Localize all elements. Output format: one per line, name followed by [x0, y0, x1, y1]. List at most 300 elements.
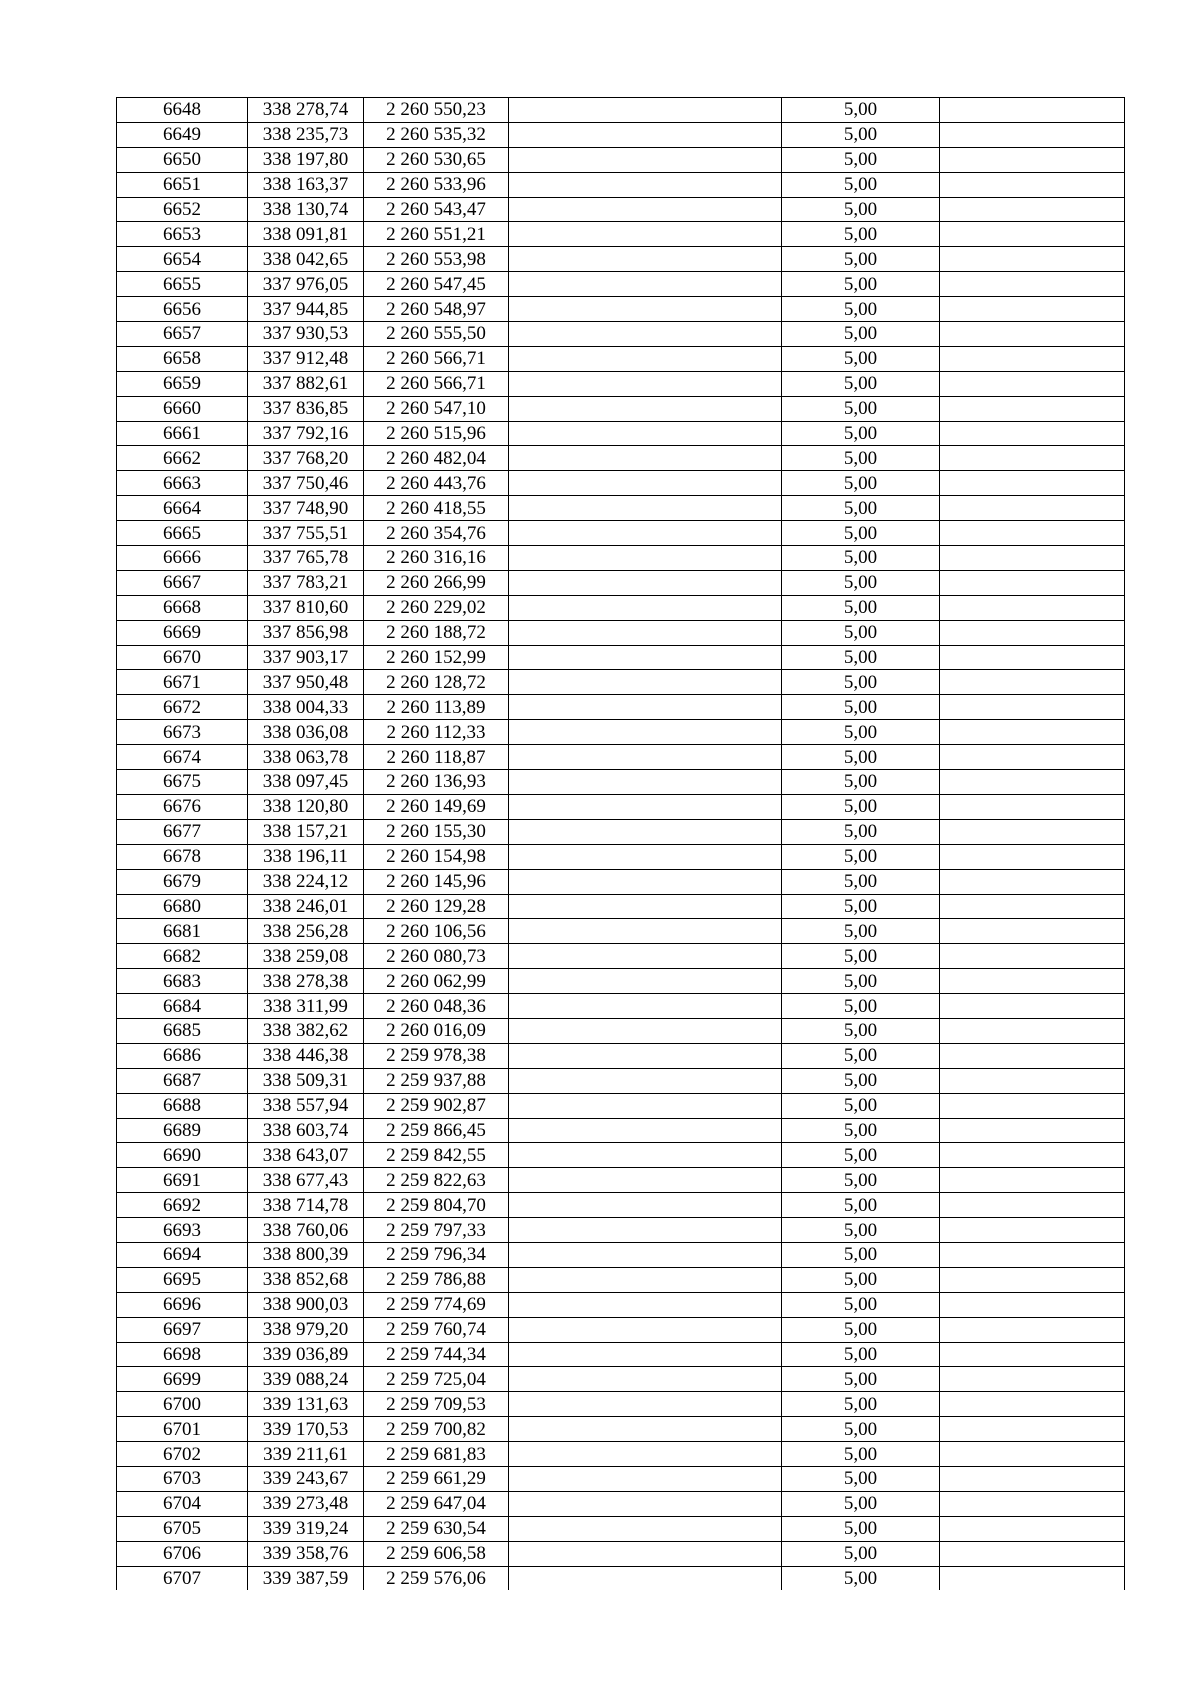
empty-cell	[940, 346, 1125, 371]
table-row	[117, 1242, 1125, 1267]
empty-cell	[940, 595, 1125, 620]
empty-cell	[940, 969, 1125, 994]
empty-cell	[509, 1218, 782, 1243]
y-coordinate-cell: 2 260 553,98	[364, 247, 509, 272]
x-coordinate-cell: 338 063,78	[248, 745, 364, 770]
table-row	[117, 1417, 1125, 1442]
y-coordinate-cell: 2 260 418,55	[364, 496, 509, 521]
table-row	[117, 695, 1125, 720]
table-row	[117, 894, 1125, 919]
x-coordinate-cell: 338 979,20	[248, 1317, 364, 1342]
x-coordinate-cell: 338 256,28	[248, 919, 364, 944]
empty-cell	[509, 396, 782, 421]
value-cell: 5,00	[782, 272, 940, 297]
value-cell: 5,00	[782, 521, 940, 546]
point-number-cell: 6701	[117, 1417, 248, 1442]
y-coordinate-cell: 2 260 112,33	[364, 720, 509, 745]
empty-cell	[509, 371, 782, 396]
table-row	[117, 1193, 1125, 1218]
empty-cell	[940, 421, 1125, 446]
point-number-cell: 6661	[117, 421, 248, 446]
empty-cell	[940, 1292, 1125, 1317]
x-coordinate-cell: 338 036,08	[248, 720, 364, 745]
empty-cell	[940, 1242, 1125, 1267]
empty-cell	[509, 720, 782, 745]
y-coordinate-cell: 2 260 550,23	[364, 98, 509, 123]
empty-cell	[940, 695, 1125, 720]
table-row	[117, 770, 1125, 795]
value-cell: 5,00	[782, 346, 940, 371]
empty-cell	[940, 297, 1125, 322]
y-coordinate-cell: 2 259 822,63	[364, 1168, 509, 1193]
y-coordinate-cell: 2 260 547,45	[364, 272, 509, 297]
value-cell: 5,00	[782, 1566, 940, 1590]
value-cell: 5,00	[782, 421, 940, 446]
empty-cell	[940, 1317, 1125, 1342]
point-number-cell: 6648	[117, 98, 248, 123]
x-coordinate-cell: 338 157,21	[248, 819, 364, 844]
empty-cell	[509, 1342, 782, 1367]
empty-cell	[509, 944, 782, 969]
x-coordinate-cell: 338 246,01	[248, 894, 364, 919]
y-coordinate-cell: 2 259 786,88	[364, 1267, 509, 1292]
table-row	[117, 421, 1125, 446]
x-coordinate-cell: 337 768,20	[248, 446, 364, 471]
table-row	[117, 346, 1125, 371]
empty-cell	[509, 645, 782, 670]
point-number-cell: 6680	[117, 894, 248, 919]
empty-cell	[940, 819, 1125, 844]
table-row	[117, 620, 1125, 645]
value-cell: 5,00	[782, 371, 940, 396]
point-number-cell: 6694	[117, 1242, 248, 1267]
empty-cell	[509, 869, 782, 894]
point-number-cell: 6649	[117, 122, 248, 147]
empty-cell	[509, 994, 782, 1019]
y-coordinate-cell: 2 260 548,97	[364, 297, 509, 322]
empty-cell	[940, 521, 1125, 546]
empty-cell	[509, 695, 782, 720]
point-number-cell: 6704	[117, 1491, 248, 1516]
empty-cell	[940, 645, 1125, 670]
empty-cell	[509, 546, 782, 571]
table-row	[117, 1093, 1125, 1118]
x-coordinate-cell: 337 836,85	[248, 396, 364, 421]
y-coordinate-cell: 2 260 443,76	[364, 471, 509, 496]
x-coordinate-cell: 339 088,24	[248, 1367, 364, 1392]
empty-cell	[940, 496, 1125, 521]
y-coordinate-cell: 2 259 978,38	[364, 1043, 509, 1068]
value-cell: 5,00	[782, 322, 940, 347]
y-coordinate-cell: 2 260 515,96	[364, 421, 509, 446]
x-coordinate-cell: 339 358,76	[248, 1541, 364, 1566]
y-coordinate-cell: 2 259 804,70	[364, 1193, 509, 1218]
x-coordinate-cell: 339 211,61	[248, 1442, 364, 1467]
point-number-cell: 6692	[117, 1193, 248, 1218]
table-row	[117, 1442, 1125, 1467]
table-row	[117, 446, 1125, 471]
table-row	[117, 1218, 1125, 1243]
y-coordinate-cell: 2 260 016,09	[364, 1018, 509, 1043]
empty-cell	[940, 944, 1125, 969]
y-coordinate-cell: 2 260 113,89	[364, 695, 509, 720]
value-cell: 5,00	[782, 471, 940, 496]
x-coordinate-cell: 338 311,99	[248, 994, 364, 1019]
point-number-cell: 6651	[117, 172, 248, 197]
table-row	[117, 98, 1125, 123]
point-number-cell: 6658	[117, 346, 248, 371]
value-cell: 5,00	[782, 222, 940, 247]
table-row	[117, 371, 1125, 396]
y-coordinate-cell: 2 260 145,96	[364, 869, 509, 894]
empty-cell	[509, 521, 782, 546]
x-coordinate-cell: 338 278,74	[248, 98, 364, 123]
table-row	[117, 969, 1125, 994]
table-row	[117, 496, 1125, 521]
point-number-cell: 6685	[117, 1018, 248, 1043]
value-cell: 5,00	[782, 1442, 940, 1467]
coordinates-table	[116, 97, 1125, 1590]
point-number-cell: 6659	[117, 371, 248, 396]
value-cell: 5,00	[782, 869, 940, 894]
empty-cell	[509, 1267, 782, 1292]
value-cell: 5,00	[782, 570, 940, 595]
point-number-cell: 6665	[117, 521, 248, 546]
y-coordinate-cell: 2 260 149,69	[364, 794, 509, 819]
point-number-cell: 6660	[117, 396, 248, 421]
empty-cell	[940, 172, 1125, 197]
value-cell: 5,00	[782, 1018, 940, 1043]
empty-cell	[940, 1118, 1125, 1143]
y-coordinate-cell: 2 260 533,96	[364, 172, 509, 197]
point-number-cell: 6686	[117, 1043, 248, 1068]
point-number-cell: 6678	[117, 844, 248, 869]
empty-cell	[940, 322, 1125, 347]
empty-cell	[940, 994, 1125, 1019]
value-cell: 5,00	[782, 1093, 940, 1118]
value-cell: 5,00	[782, 1068, 940, 1093]
empty-cell	[940, 670, 1125, 695]
empty-cell	[940, 1466, 1125, 1491]
empty-cell	[940, 1267, 1125, 1292]
value-cell: 5,00	[782, 1242, 940, 1267]
table-row	[117, 1292, 1125, 1317]
empty-cell	[509, 1466, 782, 1491]
y-coordinate-cell: 2 259 576,06	[364, 1566, 509, 1590]
value-cell: 5,00	[782, 98, 940, 123]
empty-cell	[509, 595, 782, 620]
empty-cell	[509, 247, 782, 272]
empty-cell	[509, 197, 782, 222]
y-coordinate-cell: 2 260 535,32	[364, 122, 509, 147]
x-coordinate-cell: 338 235,73	[248, 122, 364, 147]
empty-cell	[509, 322, 782, 347]
point-number-cell: 6664	[117, 496, 248, 521]
x-coordinate-cell: 337 765,78	[248, 546, 364, 571]
value-cell: 5,00	[782, 1317, 940, 1342]
empty-cell	[509, 745, 782, 770]
empty-cell	[509, 1143, 782, 1168]
value-cell: 5,00	[782, 1218, 940, 1243]
y-coordinate-cell: 2 260 155,30	[364, 819, 509, 844]
x-coordinate-cell: 338 130,74	[248, 197, 364, 222]
y-coordinate-cell: 2 260 551,21	[364, 222, 509, 247]
empty-cell	[509, 496, 782, 521]
table-row	[117, 1491, 1125, 1516]
point-number-cell: 6674	[117, 745, 248, 770]
empty-cell	[940, 620, 1125, 645]
empty-cell	[509, 446, 782, 471]
value-cell: 5,00	[782, 620, 940, 645]
empty-cell	[940, 122, 1125, 147]
empty-cell	[940, 1491, 1125, 1516]
empty-cell	[509, 98, 782, 123]
empty-cell	[509, 1317, 782, 1342]
table-row	[117, 247, 1125, 272]
y-coordinate-cell: 2 259 647,04	[364, 1491, 509, 1516]
x-coordinate-cell: 338 197,80	[248, 147, 364, 172]
table-row	[117, 222, 1125, 247]
value-cell: 5,00	[782, 1143, 940, 1168]
table-row	[117, 147, 1125, 172]
empty-cell	[509, 1118, 782, 1143]
table-row	[117, 1118, 1125, 1143]
x-coordinate-cell: 338 852,68	[248, 1267, 364, 1292]
empty-cell	[509, 272, 782, 297]
x-coordinate-cell: 337 856,98	[248, 620, 364, 645]
point-number-cell: 6693	[117, 1218, 248, 1243]
empty-cell	[940, 1342, 1125, 1367]
y-coordinate-cell: 2 260 266,99	[364, 570, 509, 595]
value-cell: 5,00	[782, 1043, 940, 1068]
point-number-cell: 6691	[117, 1168, 248, 1193]
value-cell: 5,00	[782, 1417, 940, 1442]
y-coordinate-cell: 2 260 530,65	[364, 147, 509, 172]
x-coordinate-cell: 338 004,33	[248, 695, 364, 720]
empty-cell	[940, 247, 1125, 272]
value-cell: 5,00	[782, 1392, 940, 1417]
value-cell: 5,00	[782, 396, 940, 421]
y-coordinate-cell: 2 259 681,83	[364, 1442, 509, 1467]
value-cell: 5,00	[782, 645, 940, 670]
table-row	[117, 869, 1125, 894]
x-coordinate-cell: 337 783,21	[248, 570, 364, 595]
y-coordinate-cell: 2 259 937,88	[364, 1068, 509, 1093]
point-number-cell: 6697	[117, 1317, 248, 1342]
value-cell: 5,00	[782, 1168, 940, 1193]
empty-cell	[509, 1491, 782, 1516]
value-cell: 5,00	[782, 446, 940, 471]
point-number-cell: 6699	[117, 1367, 248, 1392]
point-number-cell: 6657	[117, 322, 248, 347]
empty-cell	[509, 1516, 782, 1541]
empty-cell	[940, 844, 1125, 869]
x-coordinate-cell: 339 243,67	[248, 1466, 364, 1491]
point-number-cell: 6652	[117, 197, 248, 222]
x-coordinate-cell: 338 382,62	[248, 1018, 364, 1043]
y-coordinate-cell: 2 260 482,04	[364, 446, 509, 471]
point-number-cell: 6671	[117, 670, 248, 695]
x-coordinate-cell: 338 091,81	[248, 222, 364, 247]
value-cell: 5,00	[782, 496, 940, 521]
x-coordinate-cell: 338 259,08	[248, 944, 364, 969]
value-cell: 5,00	[782, 197, 940, 222]
value-cell: 5,00	[782, 670, 940, 695]
empty-cell	[940, 1367, 1125, 1392]
point-number-cell: 6662	[117, 446, 248, 471]
x-coordinate-cell: 338 557,94	[248, 1093, 364, 1118]
point-number-cell: 6656	[117, 297, 248, 322]
y-coordinate-cell: 2 260 080,73	[364, 944, 509, 969]
empty-cell	[940, 570, 1125, 595]
value-cell: 5,00	[782, 172, 940, 197]
table-row	[117, 1392, 1125, 1417]
x-coordinate-cell: 338 509,31	[248, 1068, 364, 1093]
y-coordinate-cell: 2 260 316,16	[364, 546, 509, 571]
empty-cell	[940, 1193, 1125, 1218]
x-coordinate-cell: 337 944,85	[248, 297, 364, 322]
x-coordinate-cell: 339 036,89	[248, 1342, 364, 1367]
empty-cell	[509, 297, 782, 322]
value-cell: 5,00	[782, 720, 940, 745]
point-number-cell: 6687	[117, 1068, 248, 1093]
empty-cell	[509, 1168, 782, 1193]
empty-cell	[940, 1218, 1125, 1243]
x-coordinate-cell: 338 677,43	[248, 1168, 364, 1193]
coordinates-table-body	[117, 98, 1125, 1591]
x-coordinate-cell: 337 810,60	[248, 595, 364, 620]
empty-cell	[940, 1541, 1125, 1566]
empty-cell	[509, 894, 782, 919]
x-coordinate-cell: 338 800,39	[248, 1242, 364, 1267]
y-coordinate-cell: 2 259 774,69	[364, 1292, 509, 1317]
x-coordinate-cell: 337 882,61	[248, 371, 364, 396]
y-coordinate-cell: 2 260 566,71	[364, 371, 509, 396]
point-number-cell: 6689	[117, 1118, 248, 1143]
empty-cell	[509, 844, 782, 869]
empty-cell	[509, 147, 782, 172]
value-cell: 5,00	[782, 919, 940, 944]
empty-cell	[940, 1143, 1125, 1168]
value-cell: 5,00	[782, 595, 940, 620]
table-row	[117, 297, 1125, 322]
table-row	[117, 720, 1125, 745]
y-coordinate-cell: 2 260 129,28	[364, 894, 509, 919]
table-row	[117, 819, 1125, 844]
value-cell: 5,00	[782, 944, 940, 969]
table-row	[117, 994, 1125, 1019]
empty-cell	[940, 1566, 1125, 1590]
point-number-cell: 6677	[117, 819, 248, 844]
x-coordinate-cell: 337 755,51	[248, 521, 364, 546]
x-coordinate-cell: 338 643,07	[248, 1143, 364, 1168]
point-number-cell: 6682	[117, 944, 248, 969]
point-number-cell: 6675	[117, 770, 248, 795]
x-coordinate-cell: 337 792,16	[248, 421, 364, 446]
empty-cell	[940, 98, 1125, 123]
table-row	[117, 1541, 1125, 1566]
empty-cell	[509, 172, 782, 197]
table-row	[117, 1043, 1125, 1068]
point-number-cell: 6700	[117, 1392, 248, 1417]
x-coordinate-cell: 337 750,46	[248, 471, 364, 496]
y-coordinate-cell: 2 260 188,72	[364, 620, 509, 645]
x-coordinate-cell: 337 748,90	[248, 496, 364, 521]
point-number-cell: 6690	[117, 1143, 248, 1168]
x-coordinate-cell: 338 120,80	[248, 794, 364, 819]
y-coordinate-cell: 2 259 606,58	[364, 1541, 509, 1566]
table-row	[117, 396, 1125, 421]
x-coordinate-cell: 337 950,48	[248, 670, 364, 695]
table-row	[117, 1342, 1125, 1367]
point-number-cell: 6668	[117, 595, 248, 620]
value-cell: 5,00	[782, 770, 940, 795]
point-number-cell: 6695	[117, 1267, 248, 1292]
value-cell: 5,00	[782, 1193, 940, 1218]
table-row	[117, 919, 1125, 944]
y-coordinate-cell: 2 259 630,54	[364, 1516, 509, 1541]
x-coordinate-cell: 338 760,06	[248, 1218, 364, 1243]
value-cell: 5,00	[782, 1342, 940, 1367]
point-number-cell: 6670	[117, 645, 248, 670]
y-coordinate-cell: 2 260 354,76	[364, 521, 509, 546]
empty-cell	[509, 222, 782, 247]
point-number-cell: 6669	[117, 620, 248, 645]
table-row	[117, 1566, 1125, 1590]
table-row	[117, 1018, 1125, 1043]
table-row	[117, 272, 1125, 297]
x-coordinate-cell: 338 224,12	[248, 869, 364, 894]
point-number-cell: 6653	[117, 222, 248, 247]
table-row	[117, 546, 1125, 571]
point-number-cell: 6684	[117, 994, 248, 1019]
table-row	[117, 944, 1125, 969]
empty-cell	[940, 894, 1125, 919]
y-coordinate-cell: 2 260 154,98	[364, 844, 509, 869]
x-coordinate-cell: 338 603,74	[248, 1118, 364, 1143]
value-cell: 5,00	[782, 695, 940, 720]
empty-cell	[940, 147, 1125, 172]
y-coordinate-cell: 2 260 543,47	[364, 197, 509, 222]
y-coordinate-cell: 2 259 709,53	[364, 1392, 509, 1417]
table-row	[117, 595, 1125, 620]
y-coordinate-cell: 2 260 229,02	[364, 595, 509, 620]
empty-cell	[509, 1392, 782, 1417]
point-number-cell: 6698	[117, 1342, 248, 1367]
empty-cell	[509, 1292, 782, 1317]
x-coordinate-cell: 337 930,53	[248, 322, 364, 347]
point-number-cell: 6673	[117, 720, 248, 745]
empty-cell	[509, 1068, 782, 1093]
point-number-cell: 6707	[117, 1566, 248, 1590]
empty-cell	[940, 869, 1125, 894]
empty-cell	[509, 1043, 782, 1068]
value-cell: 5,00	[782, 745, 940, 770]
point-number-cell: 6681	[117, 919, 248, 944]
empty-cell	[940, 745, 1125, 770]
y-coordinate-cell: 2 259 725,04	[364, 1367, 509, 1392]
value-cell: 5,00	[782, 1466, 940, 1491]
empty-cell	[940, 446, 1125, 471]
value-cell: 5,00	[782, 969, 940, 994]
empty-cell	[509, 1417, 782, 1442]
value-cell: 5,00	[782, 894, 940, 919]
empty-cell	[509, 770, 782, 795]
empty-cell	[509, 919, 782, 944]
empty-cell	[940, 1442, 1125, 1467]
empty-cell	[940, 720, 1125, 745]
x-coordinate-cell: 337 976,05	[248, 272, 364, 297]
